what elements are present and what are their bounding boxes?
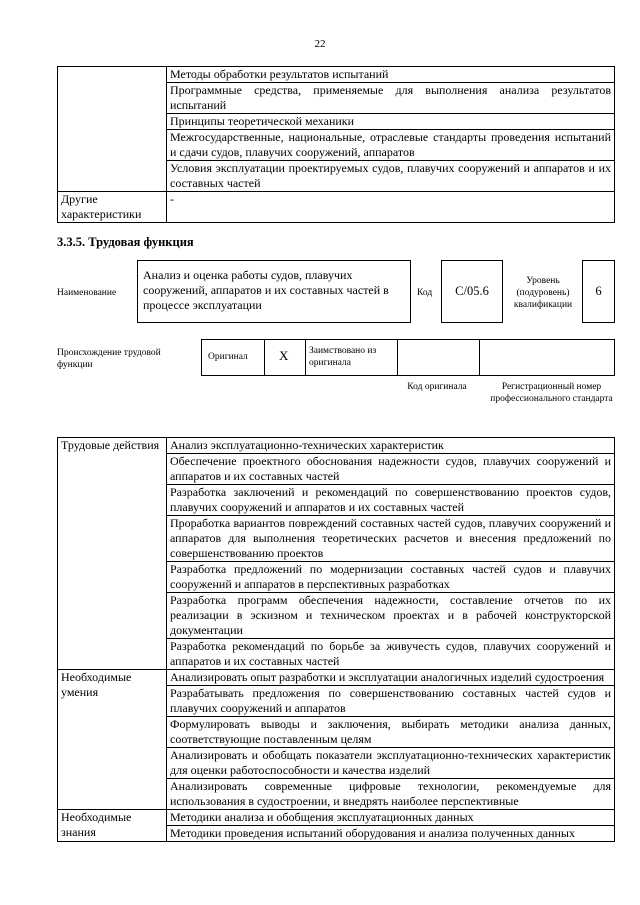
row-label-empty [58,67,167,192]
function-name-box: Анализ и оценка работы судов, плавучих сооружений, аппаратов и их составных частей в процессе эксплуатации [137,260,411,323]
function-code-box: C/05.6 [441,260,503,323]
row-text: Программные средства, применяемые для выполнения анализа результатов испытаний [167,83,615,114]
group-item: Методики анализа и обобщения эксплуатационных данных [167,810,615,826]
group-item: Разработка заключений и рекомендаций по совершенствованию проектов судов, плавучих сооружений и аппаратов и их составных частей [167,485,615,516]
row-text: - [167,192,615,223]
name-label: Наименование [57,288,117,298]
origin-box [201,339,615,376]
row-label: Другие характеристики [58,192,167,223]
original-mark-cell [264,340,306,375]
borrowed-label: Заимствовано из оригинала [309,346,377,368]
code-label: Код [417,288,433,298]
page-number: 22 [314,38,326,50]
group-item: Разработка предложений по модернизации составных частей судов и плавучих сооружений и аппаратов в перспективных разработках [167,562,615,593]
group-item: Анализировать современные цифровые технологии, рекомендуемые для использования в судостроении, и внедрять наиболее перспективные [167,779,615,810]
table-row [58,67,615,83]
code-original-caption: Код оригинала [407,382,467,392]
group-item: Анализировать и обобщать показатели эксплуатационно-технических характеристик для оценки работоспособности и качества изделий [167,748,615,779]
registration-number-caption: Регистрационный номер профессионального стандарта [490,382,613,404]
group-item: Анализ эксплуатационно-технических характеристик [167,438,615,454]
code-original-cell [397,340,480,375]
group-label: Трудовые действия [58,438,167,670]
group-label: Необходимые знания [58,810,167,842]
row-text: Условия эксплуатации проектируемых судов, плавучих сооружений и аппаратов и их составных частей [167,161,615,192]
group-item: Разработка рекомендаций по борьбе за живучесть судов, плавучих сооружений и аппаратов и их составных частей [167,639,615,670]
qualification-level-label: Уровень (подуровень) квалификации [513,276,573,310]
origin-label: Происхождение трудовой функции [57,348,161,370]
group-item: Формулировать выводы и заключения, выбирать методики анализа данных, соответствующие поставленным целям [167,717,615,748]
group-item: Проработка вариантов повреждений составных частей судов, плавучих сооружений и аппаратов для выполнения теоретических расчетов и внесения предложений по совершенствованию проектов [167,516,615,562]
group-item: Обеспечение проектного обоснования надежности судов, плавучих сооружений и аппаратов и их составных частей [167,454,615,485]
group-item: Методики проведения испытаний оборудования и анализа полученных данных [167,826,615,842]
table-row [58,670,615,686]
table-row [58,438,615,454]
original-cell [202,340,265,375]
labor-function-table [57,437,615,842]
original-label: Оригинал [208,352,248,362]
row-text: Методы обработки результатов испытаний [167,67,615,83]
borrowed-cell [305,340,398,375]
group-label: Необходимые умения [58,670,167,810]
row-text: Принципы теоретической механики [167,114,615,130]
section-title: 3.3.5. Трудовая функция [57,235,194,249]
row-text: Межгосударственные, национальные, отраслевые стандарты проведения испытаний и сдачи судов, плавучих сооружений, аппаратов [167,130,615,161]
group-item: Анализировать опыт разработки и эксплуатации аналогичных изделий судостроения [167,670,615,686]
group-item: Разрабатывать предложения по совершенствованию составных частей судов и плавучих сооружений и аппаратов [167,686,615,717]
table-row [58,192,615,223]
group-item: Разработка программ обеспечения надежности, составление отчетов по их реализации в эскизном и техническом проектах и в рабочей конструкторской документации [167,593,615,639]
requirements-table-continued [57,66,615,223]
original-mark: X [279,348,289,363]
table-row [58,810,615,826]
qualification-level-box: 6 [582,260,615,323]
